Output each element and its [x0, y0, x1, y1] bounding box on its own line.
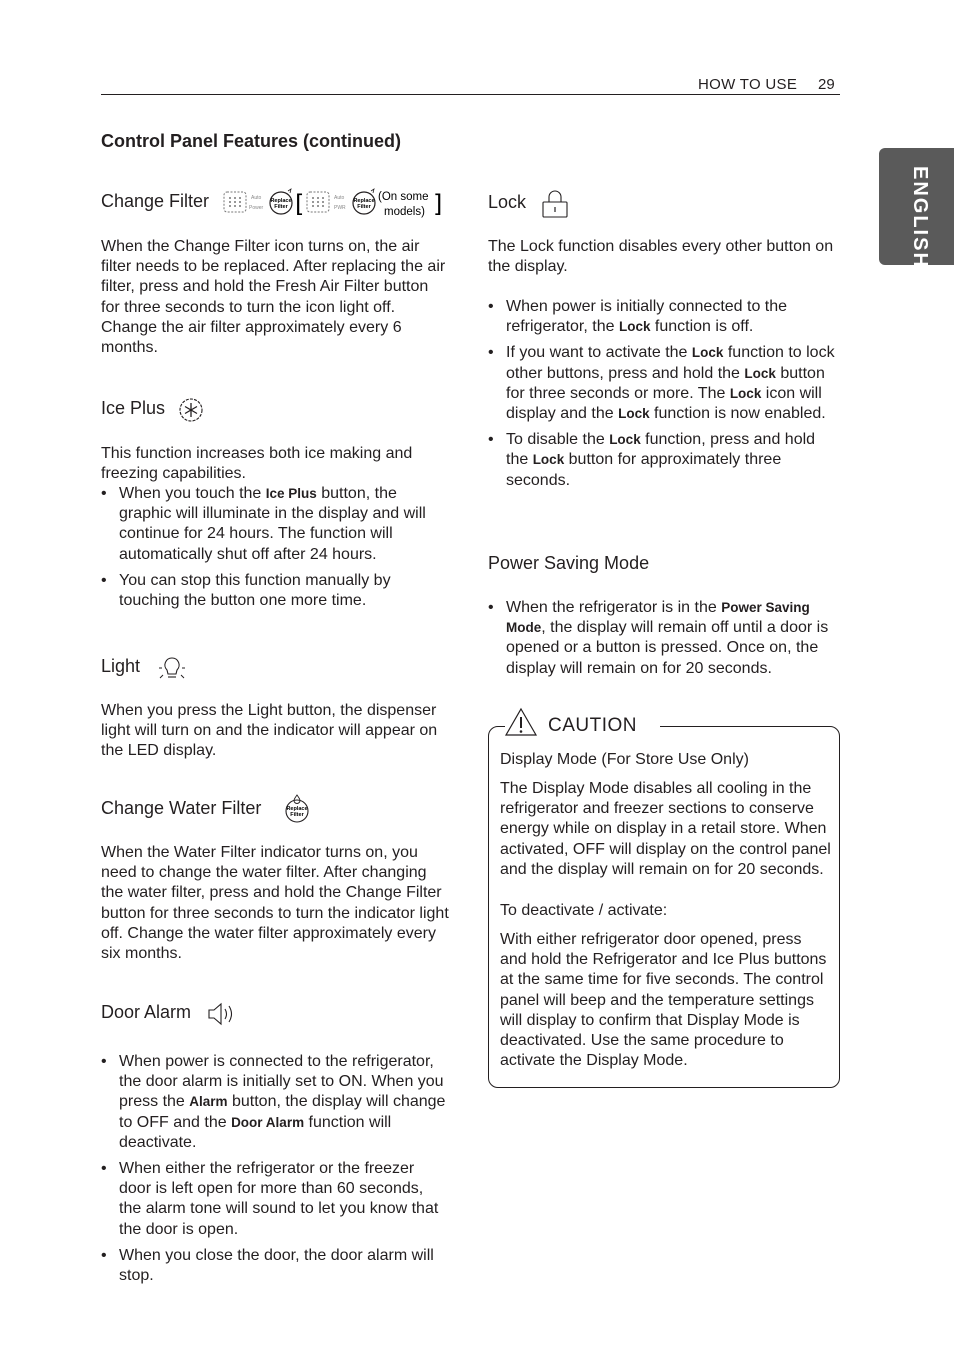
light-body: When you press the Light button, the dispenser light will turn on and the indicator will appear on the LED display. [101, 702, 438, 760]
icon-pwr-label: PWR [334, 205, 346, 211]
speaker-icon [206, 1000, 236, 1028]
change-filter-icons [222, 186, 442, 218]
replace-label-2: Replace [353, 198, 375, 204]
change-filter-body: When the Change Filter icon turns on, the air filter needs to be replaced. After replacing the air filter, press and hold the Fresh Air Filter button for three seconds to turn the icon light off. Change the air filter approximately every 6 months. [101, 238, 446, 357]
caution-subheading-deactivate: To deactivate / activate: [500, 902, 668, 919]
list-item: • When you touch the Ice Plus button, the graphic will illuminate in the display and will continue for 24 hours. The function will automatically shut off after 24 hours. [101, 484, 446, 565]
power-saving-title: Power Saving Mode [488, 553, 650, 573]
list-item: • To disable the Lock function, press and hold the Lock button for approximately three seconds. [488, 430, 840, 491]
on-some-models-line2: models) [384, 206, 425, 218]
light-heading [101, 656, 140, 677]
warning-icon [504, 707, 538, 737]
lock-heading [488, 192, 526, 213]
replace-filter-icon [270, 189, 292, 214]
water-replace-label: Replace [286, 806, 308, 812]
list-item: • When power is connected to the refrigerator, the door alarm is initially set to ON. When you press the Alarm button, the display will change to OFF and the Door Alarm function will deactivate. [101, 1052, 446, 1153]
replace-label: Replace [270, 198, 292, 204]
caution-subheading-display-mode: Display Mode (For Store Use Only) [500, 751, 749, 768]
list-item: • You can stop this function manually by touching the button one more time. [101, 571, 446, 611]
icon-auto-label: Auto [251, 195, 262, 201]
door-alarm-heading [101, 1002, 191, 1023]
bracket-open: [ [295, 190, 305, 218]
list-item: • When power is initially connected to the refrigerator, the Lock function is off. [488, 297, 840, 337]
caution-display-mode-body: The Display Mode disables all cooling in the refrigerator and freezer sections to conserve energy while on display in a retail store. When activated, OFF will display on the control panel and the display will remain on for 20 seconds. [500, 780, 831, 878]
panel-grid-icon [224, 192, 246, 212]
ice-plus-list [101, 484, 446, 617]
caution-deactivate-body: With either refrigerator door opened, press and hold the Refrigerator and Ice Plus buttons at the same time for five seconds. The control panel will beep and the temperature settings will display to confirm that Display Mode is deactivated. Use the same procedure to activate the Display Mode. [500, 931, 827, 1070]
header-rule [101, 94, 840, 95]
list-item: • If you want to activate the Lock function to lock other buttons, press and hold the Lock button for three seconds or more. The Lock icon will display and the Lock function is now enabled. [488, 343, 840, 424]
list-item: • When the refrigerator is in the Power Saving Mode, the display will remain off until a door is opened or a button is pressed. Once on, the display will remain on for 20 seconds. [488, 598, 840, 679]
ice-plus-intro: This function increases both ice making and freezing capabilities. [101, 445, 413, 483]
page-number: 29 [818, 76, 835, 93]
page-heading: Control Panel Features (continued) [101, 131, 402, 151]
power-saving-list [488, 598, 840, 685]
change-water-filter-body: When the Water Filter indicator turns on, you need to change the water filter. After changing the water filter, press and hold the Change Filter button for three seconds to turn the indicator light off. Change the water filter approximately every six months. [101, 844, 449, 963]
header-section-label: HOW TO USE [698, 76, 798, 93]
ice-plus-icon [176, 396, 206, 424]
caution-title: CAUTION [548, 715, 637, 736]
lock-icon [540, 190, 570, 220]
list-item: • When you close the door, the door alarm will stop. [101, 1246, 446, 1286]
light-bulb-icon [157, 654, 187, 686]
bracket-close: ] [433, 190, 442, 218]
language-tab [879, 148, 954, 269]
lock-list [488, 297, 840, 497]
icon-auto-label-2: Auto [334, 195, 345, 201]
replace-filter-icon-2 [353, 189, 375, 214]
language-tab-label: ENGLISH [909, 166, 931, 269]
icon-power-label: Power [249, 205, 264, 211]
light-title: Light [101, 656, 141, 676]
change-filter-heading [101, 191, 209, 212]
door-alarm-title: Door Alarm [101, 1002, 192, 1022]
filter-label-2: Filter [357, 204, 371, 210]
ice-plus-title: Ice Plus [101, 398, 166, 418]
change-water-filter-heading [101, 798, 261, 819]
lock-title: Lock [488, 192, 527, 212]
ice-plus-heading [101, 398, 165, 419]
water-filter-label: Filter [290, 812, 304, 818]
on-some-models-line1: (On some [378, 191, 429, 203]
list-item: • When either the refrigerator or the freezer door is left open for more than 60 seconds, the alarm tone will sound to let you know that the door is open. [101, 1159, 446, 1240]
power-saving-heading [488, 553, 649, 574]
filter-label: Filter [274, 204, 288, 210]
lock-intro: The Lock function disables every other button on the display. [488, 238, 834, 276]
panel-grid-icon-2 [307, 192, 329, 212]
door-alarm-list [101, 1052, 446, 1292]
change-water-filter-title: Change Water Filter [101, 798, 262, 818]
change-filter-title: Change Filter [101, 191, 210, 211]
water-filter-icon [283, 794, 311, 824]
